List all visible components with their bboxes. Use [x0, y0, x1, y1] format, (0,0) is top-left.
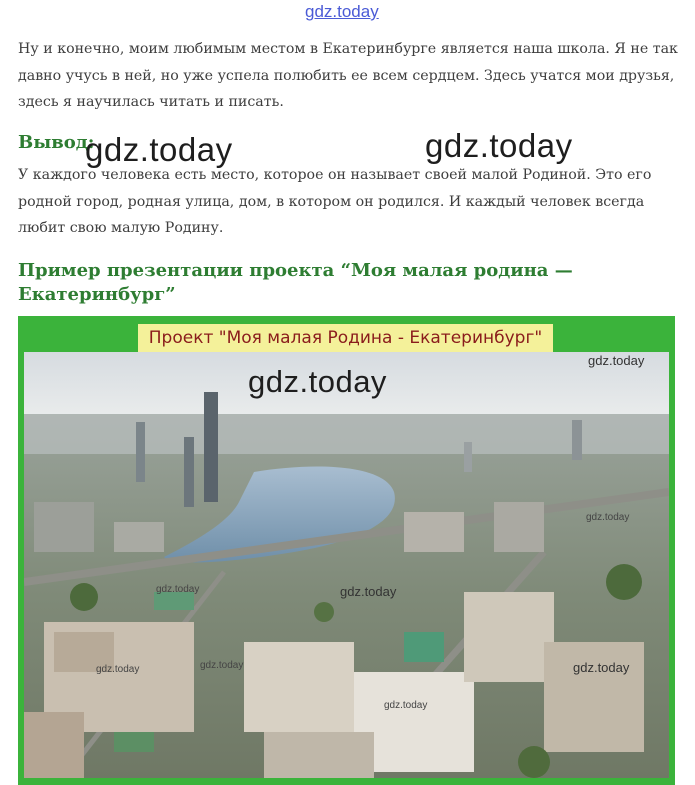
watermark-large-right: gdz.today	[425, 127, 573, 164]
watermark-large-left: gdz.today	[85, 131, 233, 168]
slide-watermark-right: gdz.today	[586, 512, 630, 523]
example-heading: Пример презентации проекта “Моя малая родина — Екатеринбург”	[18, 260, 573, 305]
slide-watermark-center: gdz.today	[340, 584, 397, 599]
slide-watermark-left: gdz.today	[156, 584, 200, 595]
slide-watermark-top-right: gdz.today	[588, 353, 645, 368]
city-aerial-photo	[24, 352, 669, 778]
slide-watermark-lower-mid: gdz.today	[200, 660, 244, 671]
conclusion-heading: Вывод:	[18, 132, 95, 153]
presentation-slide	[18, 316, 675, 785]
slide-watermark-large: gdz.today	[248, 364, 387, 399]
slide-watermark-lower-left: gdz.today	[96, 664, 140, 675]
slide-title-banner: Проект "Моя малая Родина - Екатеринбург"	[138, 324, 553, 352]
slide-watermark-bottom: gdz.today	[384, 700, 428, 711]
paragraph-school: Ну и конечно, моим любимым местом в Екатеринбурге является наша школа. Я не так давно учусь в ней, но уже успела полюбить ее всем сердцем. Здесь учатся мои друзья, здесь я научилась читать и писать.	[18, 41, 678, 110]
site-watermark-top[interactable]: gdz.today	[305, 2, 379, 21]
paragraph-conclusion: У каждого человека есть место, которое он называет своей малой Родиной. Это его родной город, родная улица, дом, в котором он родился. И каждый человек всегда любит свою малую Родину.	[18, 167, 652, 236]
slide-watermark-lower-right: gdz.today	[573, 660, 630, 675]
